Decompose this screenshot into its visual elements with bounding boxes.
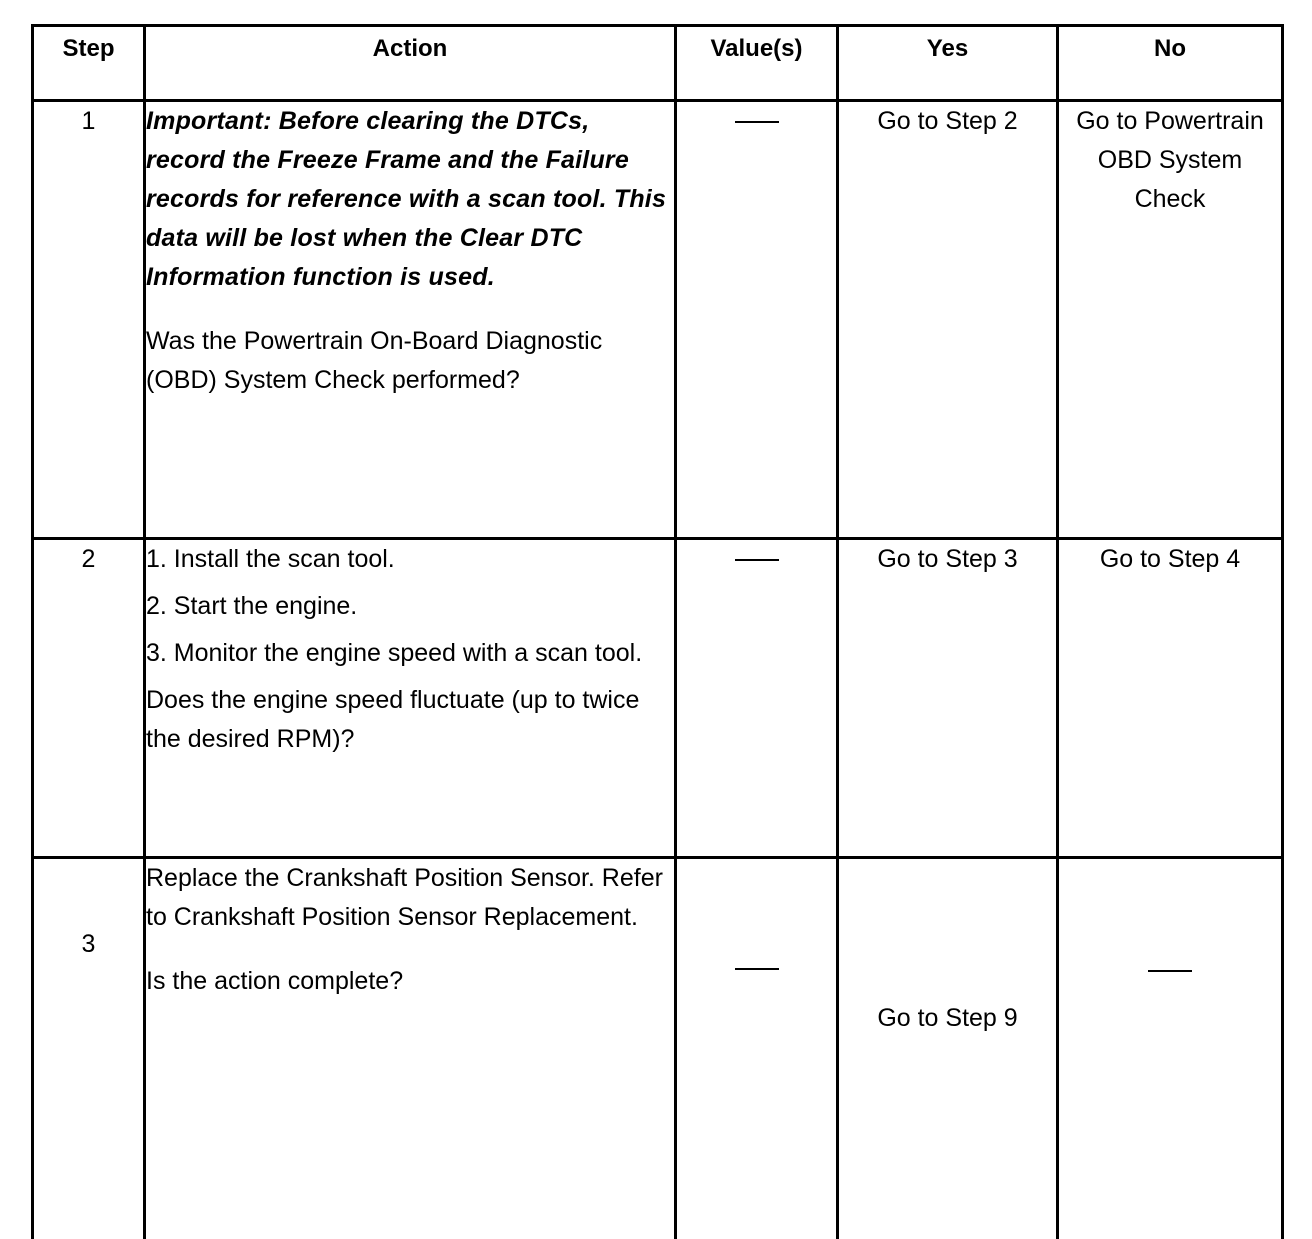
yes-cell: Go to Step 9 — [838, 858, 1058, 1239]
table-row — [33, 101, 1283, 539]
step-number: 3 — [33, 858, 145, 1239]
no-cell — [1058, 858, 1283, 1239]
step-number: 1 — [33, 101, 145, 539]
header-values: Value(s) — [676, 26, 838, 101]
action-cell — [145, 101, 676, 539]
header-yes: Yes — [838, 26, 1058, 101]
step-number: 2 — [33, 539, 145, 858]
header-action: Action — [145, 26, 676, 101]
table-row — [33, 539, 1283, 858]
action-list-item: 1. Install the scan tool. — [146, 540, 674, 579]
value-dash — [735, 121, 779, 123]
value-cell — [676, 101, 838, 539]
header-step: Step — [33, 26, 145, 101]
header-row — [33, 26, 1283, 101]
action-list-item-text: 3. Monitor the engine speed with a scan tool. — [146, 639, 642, 667]
diagnostic-table — [31, 24, 1284, 1239]
step-question: Does the engine speed fluctuate (up to twice the desired RPM)? — [146, 681, 674, 759]
no-cell: Go to Powertrain OBD System Check — [1058, 101, 1283, 539]
action-list-item: 2. Start the engine. — [146, 587, 674, 626]
value-cell — [676, 539, 838, 858]
action-cell — [145, 858, 676, 1239]
no-dash — [1148, 970, 1192, 972]
value-cell — [676, 858, 838, 1239]
no-cell: Go to Step 4 — [1058, 539, 1283, 858]
step-instruction: Replace the Crankshaft Position Sensor. Refer to Crankshaft Position Sensor Replacement. — [146, 859, 674, 937]
important-note: Important: Before clearing the DTCs, record the Freeze Frame and the Failure records for reference with a scan tool. This data will be lost when the Clear DTC Information function is used. — [146, 102, 674, 297]
value-dash — [735, 559, 779, 561]
table-row — [33, 858, 1283, 1239]
header-no: No — [1058, 26, 1283, 101]
action-list-item — [146, 634, 674, 673]
action-cell — [145, 539, 676, 858]
step-question: Is the action complete? — [146, 962, 674, 1001]
yes-cell: Go to Step 2 — [838, 101, 1058, 539]
step-question: Was the Powertrain On-Board Diagnostic (OBD) System Check performed? — [146, 322, 674, 400]
diagnostic-table-frame — [31, 24, 1281, 1010]
yes-cell: Go to Step 3 — [838, 539, 1058, 858]
value-dash — [735, 968, 779, 970]
